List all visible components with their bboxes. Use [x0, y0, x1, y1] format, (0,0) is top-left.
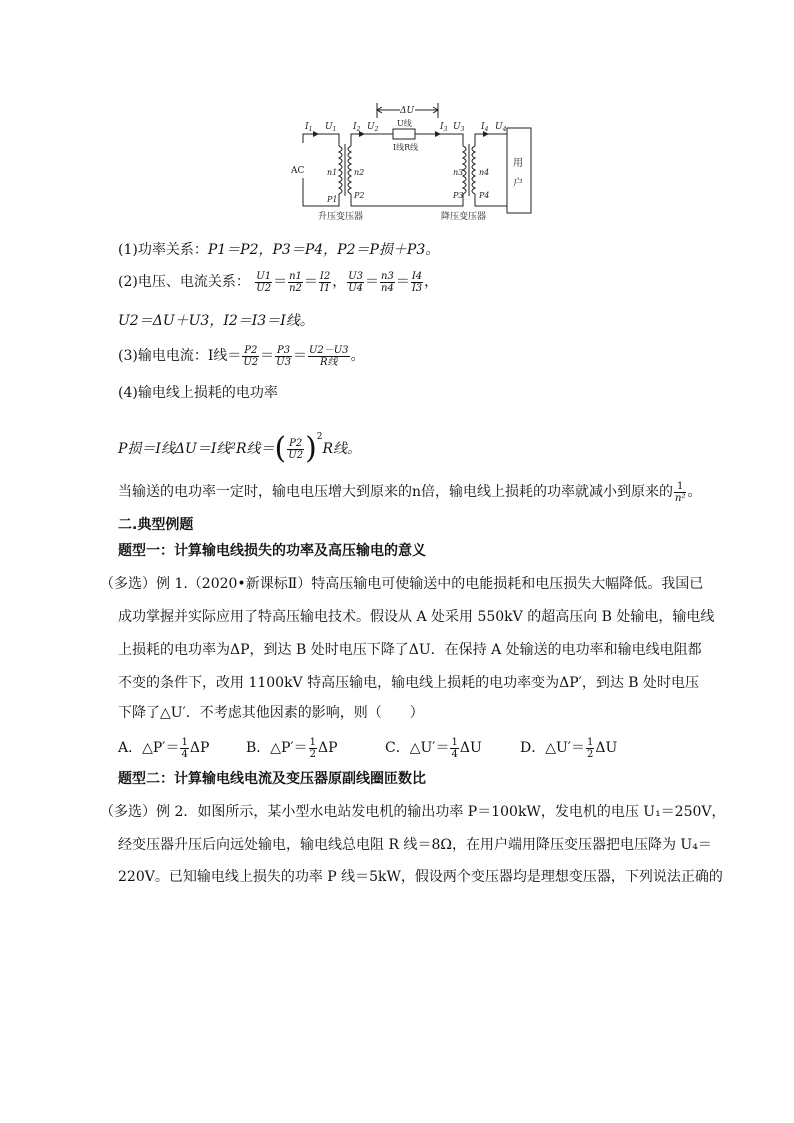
svg-text:I3: $I_3$ [440, 122, 448, 133]
item-loss-power-title: (4)输电线上损耗的电功率 [118, 385, 278, 401]
step-down-label: 降压变压器 [441, 212, 487, 222]
svg-text:P3: P3 [453, 191, 464, 200]
ac-label: AC [291, 166, 305, 176]
type-two-title: 题型二：计算输电线电流及变压器原副线圈匝数比 [118, 771, 426, 787]
option-b[interactable]: B．△P′＝ $\frac{1}{2}$ ΔP [246, 736, 338, 760]
svg-text:n1: n1 [327, 168, 338, 177]
type-one-title: 题型一：计算输电线损失的功率及高压输电的意义 [118, 543, 426, 559]
svg-text:n4: n4 [479, 168, 490, 177]
example-2-line-2: 经变压器升压后向远处输电，输电线总电阻 R 线＝8Ω，在用户端用降压变压器把电压降为 U₄＝ [118, 837, 712, 853]
section-title: 二.典型例题 [118, 517, 194, 533]
svg-text:P1: P1 [327, 195, 338, 204]
example-1-line-2: 成功掌握并实际应用了特高压输电技术。假设从 A 处采用 550kV 的超高压向 B 处输电，输电线 [118, 609, 715, 625]
option-d[interactable]: D．△U′＝ $\frac{1}{2}$ ΔU [520, 736, 618, 760]
conclusion-text: 当输送的电功率一定时，输电电压增大到原来的n倍，输电线上损耗的功率就减小到原来的 $\frac{1}{\text{n²}}$ 。 [118, 480, 702, 504]
example-1-line-3: 上损耗的电功率为ΔP，到达 B 处时电压下降了ΔU．在保持 A 处输送的电功率和输电线电阻都 [118, 642, 702, 658]
svg-text:n3: n3 [453, 168, 464, 177]
u-line-label: U线 [397, 119, 412, 128]
svg-text:户: 户 [513, 178, 523, 189]
example-1-line-5: 下降了△U′．不考虑其他因素的影响，则（ ） [118, 705, 424, 721]
item-loss-power-formula: P损＝I线ΔU＝I线²R线＝( $\frac{P2}{U2}$ )$^2$R线。 [118, 431, 362, 466]
svg-text:I1: $I_1$ [305, 122, 313, 133]
svg-text:U4: $U_4$ [495, 122, 507, 133]
example-2-line-3: 220V。已知输电线上损失的功率 P 线＝5kW，假设两个变压器均是理想变压器，下列说法正确的 [118, 869, 723, 885]
item-transmission-current: (3)输电电流：I线＝ $\frac{P2}{U2}$ ＝ $\frac{P3}{U3}$ ＝ $\frac{U2-U3}{\text{R线}}$ 。 [118, 344, 365, 368]
svg-text:I2: $I_2$ [353, 122, 361, 133]
example-1-line-1: （多选）例 1.（2020•新课标Ⅱ）特高压输电可使输送中的电能损耗和电压损失大幅降低。我国已 [100, 576, 704, 592]
svg-text:P4: P4 [479, 191, 490, 200]
transmission-circuit-diagram [285, 98, 535, 223]
step-up-label: 升压变压器 [318, 212, 364, 222]
item-voltage-current-relation: (2)电压、电流关系： $\frac{U1}{U2}$ ＝ $\frac{n1}{n2}$ ＝ $\frac{I2}{I1}$ ， $\frac{U3}{U4}$ ＝ $\frac{n3}{n4}$ ＝ $\frac{I4}{I3}$ ， [118, 270, 439, 294]
option-c[interactable]: C．△U′＝ $\frac{1}{4}$ ΔU [385, 736, 482, 760]
ir-line-label: I线R线 [393, 143, 419, 152]
svg-text:U1: $U_1$ [325, 122, 337, 133]
svg-text:n2: n2 [354, 168, 365, 177]
example-1-line-4: 不变的条件下，改用 1100kV 特高压输电，输电线上损耗的电功率变为ΔP′，到达 B 处时电压 [118, 675, 700, 691]
user-label: 用 [513, 158, 523, 169]
svg-text:U3: $U_3$ [453, 122, 465, 133]
svg-text:U2: $U_2$ [367, 122, 379, 133]
item-voltage-line2: U2＝ΔU＋U3，I2＝I3＝I线。 [118, 313, 314, 329]
svg-text:P2: P2 [354, 191, 365, 200]
example-2-line-1: （多选）例 2．如图所示，某小型水电站发电机的输出功率 P＝100kW，发电机的电压 U₁＝250V， [100, 804, 726, 820]
option-a[interactable]: A．△P′＝ $\frac{1}{4}$ ΔP [118, 736, 210, 760]
item-power-relation: (1)功率关系：P1＝P2，P3＝P4，P2＝P损＋P3。 [118, 242, 440, 258]
svg-text:I4: $I_4$ [481, 122, 489, 133]
delta-u-label: ΔU [400, 106, 415, 116]
